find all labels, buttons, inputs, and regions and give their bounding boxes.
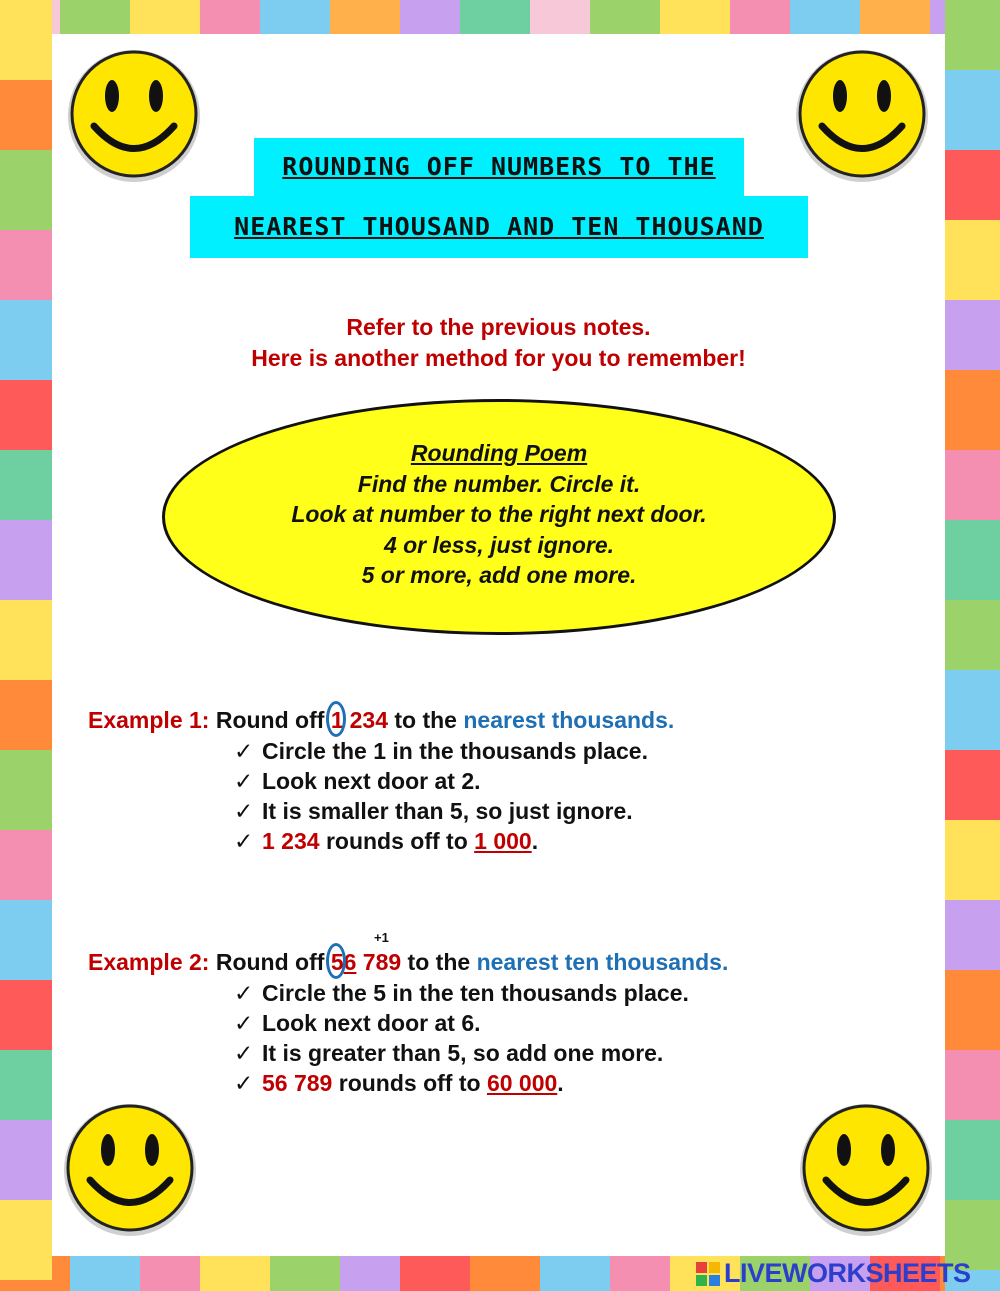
example-2-number-rest: 789 bbox=[356, 949, 402, 975]
rounding-poem-ellipse bbox=[162, 399, 836, 635]
example-2-prefix: Round off bbox=[215, 949, 331, 975]
step-text: It is smaller than 5, so just ignore. bbox=[262, 798, 633, 824]
checkmark-icon: ✓ bbox=[234, 980, 254, 1006]
result-answer: 60 000 bbox=[486, 1070, 558, 1096]
result-answer: 1 000 bbox=[474, 828, 532, 854]
example-1-target: nearest thousands. bbox=[463, 707, 675, 733]
circled-digit: 1 bbox=[330, 707, 344, 733]
checkmark-icon: ✓ bbox=[234, 768, 254, 794]
result-text: rounds off to bbox=[319, 828, 475, 854]
example-1-middle: to the bbox=[387, 707, 464, 733]
pencil-border-left bbox=[0, 0, 52, 1291]
checkmark-icon: ✓ bbox=[234, 1010, 254, 1036]
example-2-label: Example 2: bbox=[88, 949, 210, 975]
result-number: 1 234 bbox=[262, 828, 320, 854]
underlined-digit: 6 bbox=[343, 949, 357, 975]
example-1-heading bbox=[88, 707, 674, 734]
checkmark-icon: ✓ bbox=[234, 798, 254, 824]
poem-line: Find the number. Circle it. bbox=[357, 470, 641, 497]
poem-line: 5 or more, add one more. bbox=[361, 562, 637, 588]
liveworksheets-logo-icon bbox=[696, 1262, 720, 1286]
example-1-label: Example 1: bbox=[88, 707, 210, 733]
page-title-line-2: NEAREST THOUSAND AND TEN THOUSAND bbox=[190, 196, 808, 258]
result-end: . bbox=[531, 828, 539, 854]
example-2-step bbox=[234, 1040, 663, 1067]
intro-line-1: Refer to the previous notes. bbox=[346, 314, 651, 340]
poem-line: 4 or less, just ignore. bbox=[383, 531, 615, 558]
example-1-step bbox=[234, 768, 481, 795]
circled-digit: 5 bbox=[330, 949, 344, 975]
checkmark-icon: ✓ bbox=[234, 1070, 254, 1096]
example-2-step bbox=[234, 980, 689, 1007]
checkmark-icon: ✓ bbox=[234, 828, 254, 854]
pencil-border-top bbox=[0, 0, 1000, 34]
step-text: It is greater than 5, so add one more. bbox=[262, 1040, 664, 1066]
example-2-heading bbox=[88, 949, 728, 976]
step-text: Look next door at 6. bbox=[262, 1010, 481, 1036]
smiley-face-icon bbox=[796, 1100, 936, 1240]
example-1-step bbox=[234, 798, 633, 825]
worksheet-page bbox=[52, 34, 945, 1256]
step-text: Look next door at 2. bbox=[262, 768, 481, 794]
smiley-face-icon bbox=[792, 46, 932, 186]
example-1-step bbox=[234, 738, 648, 765]
poem-line: Look at number to the right next door. bbox=[291, 501, 707, 527]
step-text: Circle the 5 in the ten thousands place. bbox=[262, 980, 689, 1006]
step-text: Circle the 1 in the thousands place. bbox=[262, 738, 648, 764]
example-2-step bbox=[234, 1010, 481, 1037]
smiley-face-icon bbox=[64, 46, 204, 186]
checkmark-icon: ✓ bbox=[234, 738, 254, 764]
example-2-target: nearest ten thousands. bbox=[476, 949, 729, 975]
smiley-face-icon bbox=[60, 1100, 200, 1240]
example-1-prefix: Round off bbox=[215, 707, 331, 733]
plus-one-marker: +1 bbox=[374, 930, 389, 945]
result-text: rounds off to bbox=[332, 1070, 487, 1096]
example-1-number-rest: 234 bbox=[349, 707, 388, 733]
example-1-result bbox=[234, 828, 538, 855]
poem-title: Rounding Poem bbox=[410, 440, 588, 466]
example-2-middle: to the bbox=[401, 949, 477, 975]
logo-text: LIVEWORKSHEETS bbox=[724, 1258, 971, 1288]
page-title-line-1: ROUNDING OFF NUMBERS TO THE bbox=[254, 138, 744, 196]
checkmark-icon: ✓ bbox=[234, 1040, 254, 1066]
example-2-result bbox=[234, 1070, 564, 1097]
liveworksheets-logo[interactable] bbox=[696, 1256, 1000, 1291]
result-number: 56 789 bbox=[262, 1070, 333, 1096]
result-end: . bbox=[557, 1070, 564, 1096]
intro-line-2: Here is another method for you to remember! bbox=[251, 345, 746, 371]
pencil-border-right bbox=[945, 0, 1000, 1291]
